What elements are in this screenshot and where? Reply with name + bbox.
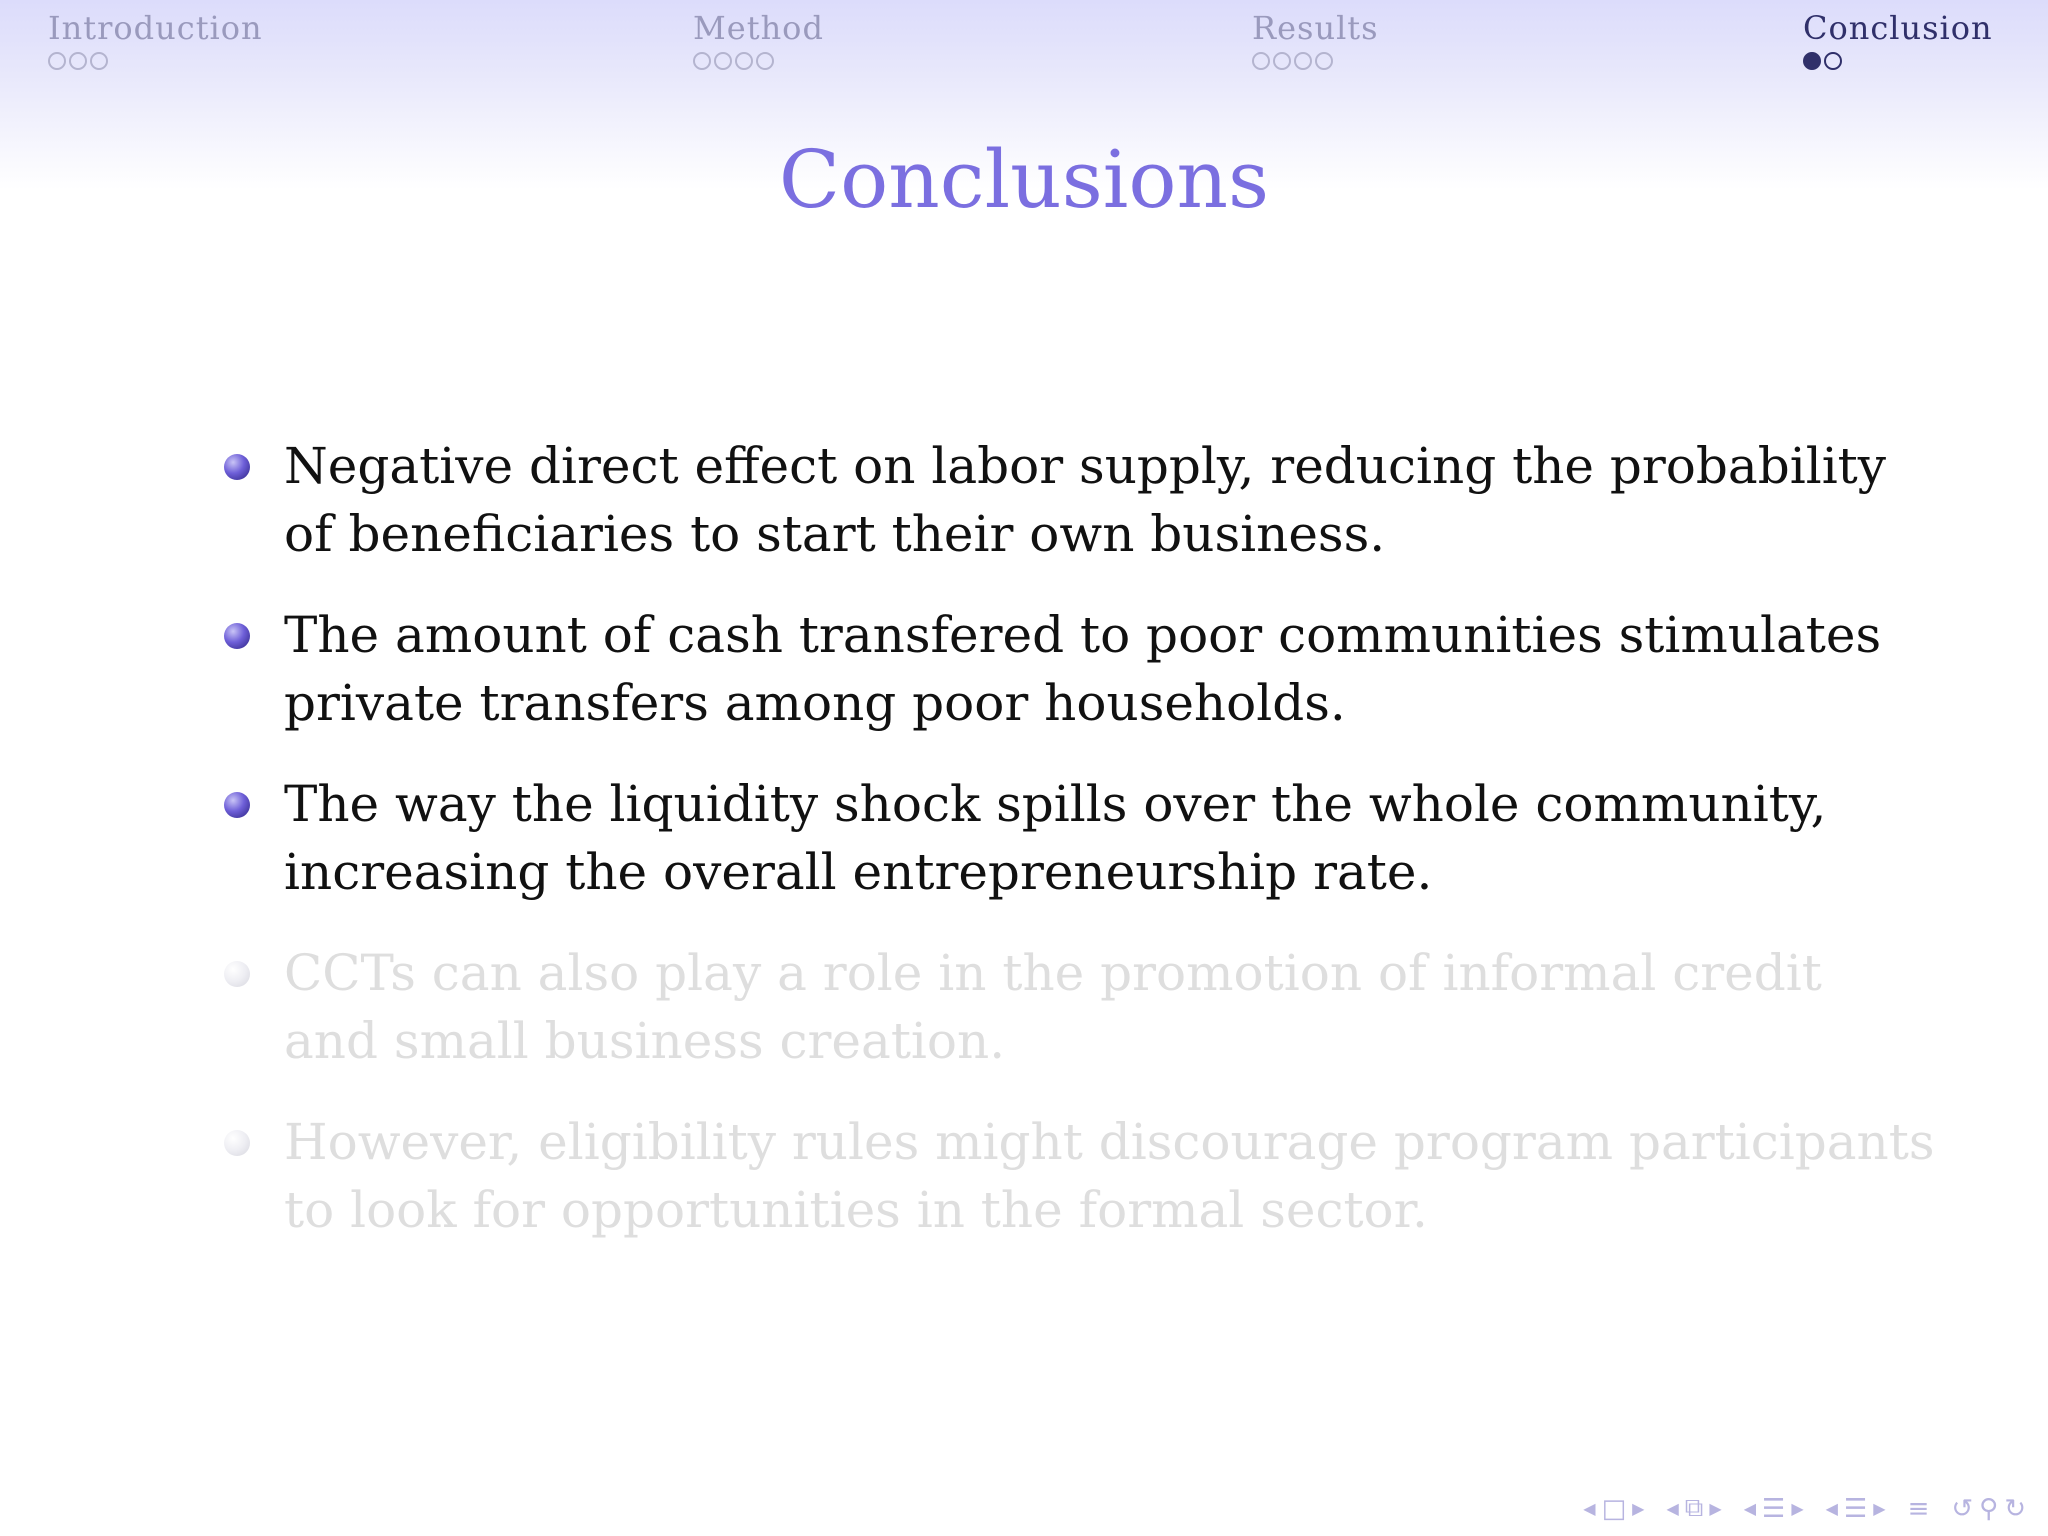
nav-appendix-group[interactable] <box>1908 1494 1930 1524</box>
bullet-text-line: and small business creation. <box>284 1012 1006 1070</box>
nav-right-arrow-icon[interactable]: ▶ <box>1709 1499 1722 1518</box>
bullet-item-dimmed <box>222 1108 1935 1244</box>
nav-presentation-group[interactable] <box>1826 1494 1886 1524</box>
section-label: Results <box>1252 9 1379 47</box>
nav-section-icon[interactable]: ☰ <box>1762 1493 1786 1524</box>
nav-left-arrow-icon[interactable]: ◀ <box>1583 1499 1596 1518</box>
subsection-dot-current[interactable] <box>1803 52 1821 70</box>
bullet-item-dimmed <box>222 939 1882 1075</box>
subsection-dot[interactable] <box>756 52 774 70</box>
nav-appendix-icon[interactable]: ≡ <box>1907 1493 1930 1524</box>
nav-right-arrow-icon[interactable]: ▶ <box>1632 1499 1645 1518</box>
ball-bullet-icon <box>224 454 250 480</box>
bullet-text-line: increasing the overall entrepreneurship rate. <box>284 843 1433 901</box>
nav-frame-group[interactable] <box>1583 1494 1644 1524</box>
bullet-text-line: of beneficiaries to start their own business. <box>284 505 1386 563</box>
subsection-dot[interactable] <box>735 52 753 70</box>
bullet-item <box>222 770 1882 906</box>
nav-subsection-group[interactable] <box>1666 1493 1721 1524</box>
nav-forward-icon[interactable]: ↻ <box>2004 1493 2026 1524</box>
nav-section-introduction[interactable] <box>48 8 263 70</box>
subsection-dot[interactable] <box>1315 52 1333 70</box>
nav-search-icon[interactable]: ⚲ <box>1979 1493 1999 1524</box>
ball-bullet-icon <box>224 961 250 987</box>
subsection-dots <box>1252 52 1379 70</box>
nav-search-group[interactable] <box>1951 1494 2026 1524</box>
bullet-list <box>222 432 1935 1277</box>
section-label: Conclusion <box>1803 9 1993 47</box>
subsection-dots <box>1803 52 1993 70</box>
ball-bullet-icon <box>224 792 250 818</box>
bullet-item <box>222 601 1882 737</box>
subsection-dot[interactable] <box>90 52 108 70</box>
subsection-dot[interactable] <box>69 52 87 70</box>
bullet-text-line: However, eligibility rules might discourage program participants <box>284 1113 1935 1171</box>
nav-section-conclusion[interactable] <box>1803 8 1993 70</box>
nav-right-arrow-icon[interactable]: ▶ <box>1873 1499 1886 1518</box>
nav-left-arrow-icon[interactable]: ◀ <box>1666 1499 1679 1518</box>
subsection-dot[interactable] <box>1252 52 1270 70</box>
subsection-dot[interactable] <box>1824 52 1842 70</box>
bullet-text-line: to look for opportunities in the formal sector. <box>284 1181 1428 1239</box>
subsection-dot[interactable] <box>714 52 732 70</box>
subsection-dots <box>48 52 263 70</box>
subsection-dots <box>693 52 824 70</box>
nav-section-results[interactable] <box>1252 8 1379 70</box>
bullet-text-line: The amount of cash transfered to poor communities stimulates <box>284 606 1882 664</box>
nav-presentation-icon[interactable]: ☰ <box>1843 1493 1868 1524</box>
nav-frame-icon[interactable]: □ <box>1601 1493 1627 1524</box>
subsection-dot[interactable] <box>693 52 711 70</box>
bullet-text-line: CCTs can also play a role in the promotion of informal credit <box>284 944 1822 1002</box>
ball-bullet-icon <box>224 1130 250 1156</box>
bullet-text-line: Negative direct effect on labor supply, reducing the probability <box>284 437 1887 495</box>
ball-bullet-icon <box>224 623 250 649</box>
bullet-text-line: private transfers among poor households. <box>284 674 1346 732</box>
navigation-symbols <box>1583 1493 2026 1524</box>
subsection-dot[interactable] <box>1273 52 1291 70</box>
nav-left-arrow-icon[interactable]: ◀ <box>1825 1499 1838 1518</box>
nav-section-method[interactable] <box>693 8 824 70</box>
nav-section-group[interactable] <box>1744 1494 1804 1524</box>
section-label: Method <box>693 9 824 47</box>
slide-title: Conclusions <box>778 133 1270 226</box>
nav-left-arrow-icon[interactable]: ◀ <box>1743 1499 1756 1518</box>
subsection-dot[interactable] <box>48 52 66 70</box>
section-label: Introduction <box>48 9 263 47</box>
subsection-dot[interactable] <box>1294 52 1312 70</box>
nav-back-icon[interactable]: ↺ <box>1951 1493 1974 1524</box>
nav-right-arrow-icon[interactable]: ▶ <box>1791 1499 1804 1518</box>
bullet-text-line: The way the liquidity shock spills over the whole community, <box>284 775 1827 833</box>
nav-subsection-icon[interactable]: ⧉ <box>1684 1493 1704 1523</box>
bullet-item <box>222 432 1887 568</box>
